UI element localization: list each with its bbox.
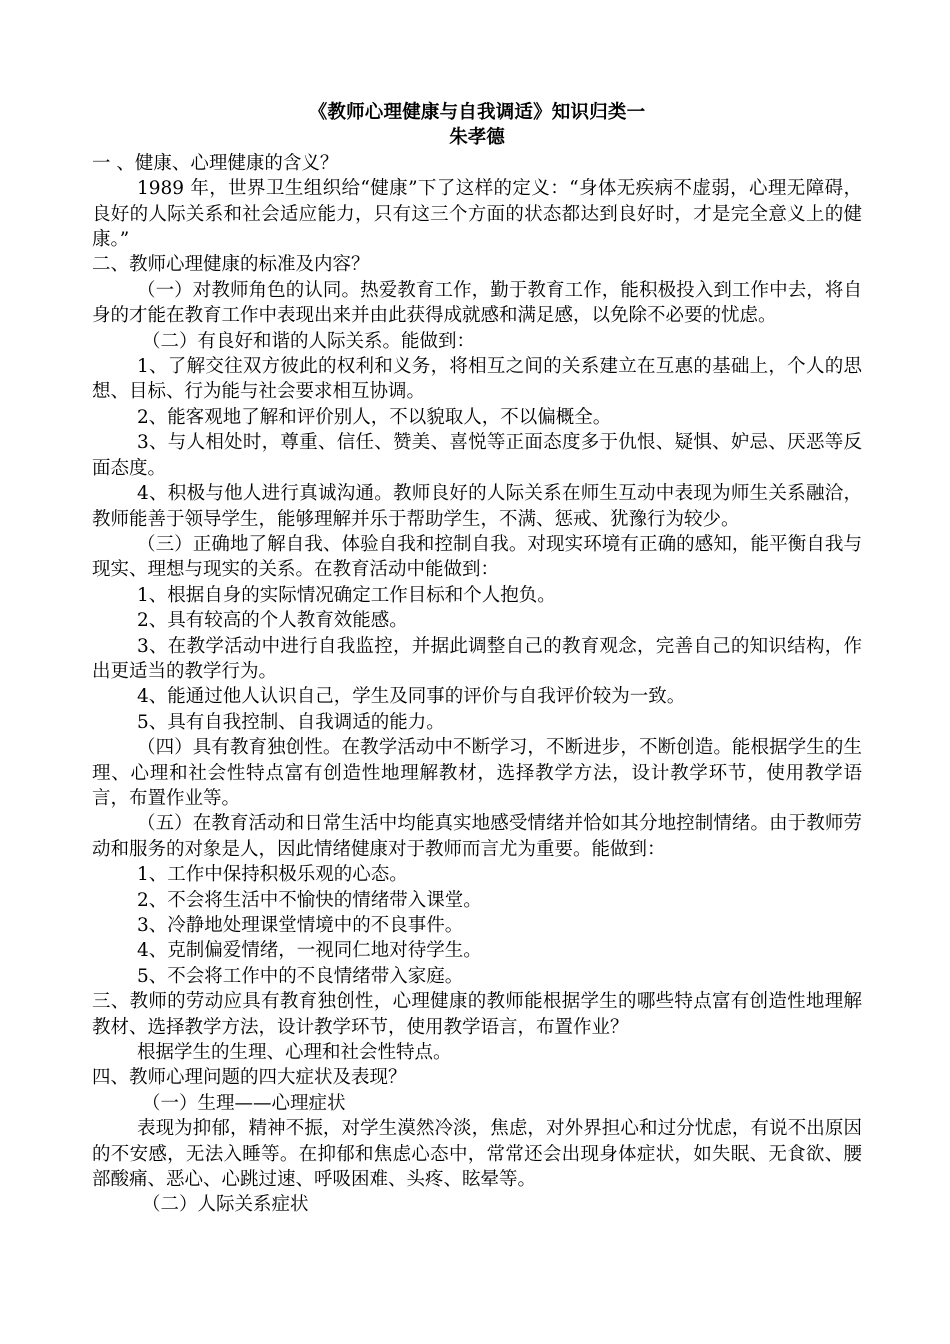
body-paragraph: 3、与人相处时，尊重、信任、赞美、喜悦等正面态度多于仇恨、疑惧、妒忌、厌恶等反面态度。 [92,432,862,479]
body-paragraph: （三）正确地了解自我、体验自我和控制自我。对现实环境有正确的感知，能平衡自我与现实、理想与现实的关系。在教育活动中能做到： [92,533,862,581]
body-paragraph: 1、根据自身的实际情况确定工作目标和个人抱负。 [137,584,556,606]
body-paragraph: 4、积极与他人进行真诚沟通。教师良好的人际关系在师生互动中表现为师生关系融洽，教师能善于领导学生，能够理解并乐于帮助学生，不满、惩戒、犹豫行为较少。 [92,483,862,530]
body-paragraph: （二）人际关系症状 [142,1194,309,1216]
document-body [92,100,862,1218]
body-paragraph: 1、工作中保持积极乐观的心态。 [137,864,408,886]
body-paragraph: 1、了解交往双方彼此的权利和义务，将相互之间的关系建立在互惠的基础上，个人的思想、目标、行为能与社会要求相互协调。 [92,356,862,403]
body-paragraph: （一）对教师角色的认同。热爱教育工作，勤于教育工作，能积极投入到工作中去，将自身的才能在教育工作中表现出来并由此获得成就感和满足感，以免除不必要的忧虑。 [92,279,862,327]
author-name: 朱孝德 [449,127,505,149]
section-heading: 四、教师心理问题的四大症状及表现？ [92,1067,407,1089]
section-heading: 三、教师的劳动应具有教育独创性，心理健康的教师能根据学生的哪些特点富有创造性地理解教材、选择教学方法，设计教学环节，使用教学语言，布置作业？ [92,991,862,1038]
body-paragraph: 根据学生的生理、心理和社会性特点。 [137,1042,452,1064]
body-paragraph: 5、具有自我控制、自我调适的能力。 [137,711,445,733]
page-title: 《教师心理健康与自我调适》知识归类一 [308,102,646,123]
body-paragraph: 2、具有较高的个人教育效能感。 [137,610,408,632]
body-paragraph: 3、在教学活动中进行自我监控，并据此调整自己的教育观念，完善自己的知识结构，作出更适当的教学行为。 [92,635,862,682]
body-paragraph: 1989 年，世界卫生组织给“健康”下了这样的定义：“身体无疾病不虚弱，心理无障碍，良好的人际关系和社会适应能力，只有这三个方面的状态都达到良好时，才是完全意义上的健康。” [92,178,862,251]
body-paragraph: （五）在教育活动和日常生活中均能真实地感受情绪并恰如其分地控制情绪。由于教师劳动和服务的对象是人，因此情绪健康对于教师而言尤为重要。能做到： [92,813,862,860]
body-paragraph: 4、能通过他人认识自己，学生及同事的评价与自我评价较为一致。 [137,686,686,708]
body-paragraph: 2、能客观地了解和评价别人，不以貌取人，不以偏概全。 [137,406,612,428]
body-paragraph: （二）有良好和谐的人际关系。能做到： [142,330,476,352]
body-paragraph: 3、冷静地处理课堂情境中的不良事件。 [137,915,464,936]
body-paragraph: 表现为抑郁，精神不振，对学生漠然冷淡，焦虑，对外界担心和过分忧虑，有说不出原因的不安感，无法入睡等。在抑郁和焦虑心态中，常常还会出现身体症状，如失眠、无食欲、腰部酸痛、恶心、心跳过速、呼吸困难、头疼、眩晕等。 [92,1118,862,1191]
body-paragraph: 5、不会将工作中的不良情绪带入家庭。 [137,965,464,987]
body-paragraph: 2、不会将生活中不愉快的情绪带入课堂。 [137,889,482,911]
body-paragraph: （一）生理——心理症状 [142,1092,346,1114]
section-heading: 一 、健康、心理健康的含义？ [92,152,339,174]
section-heading: 二、教师心理健康的标准及内容？ [92,254,370,276]
body-paragraph: 4、克制偏爱情绪，一视同仁地对待学生。 [137,940,482,962]
body-paragraph: （四）具有教育独创性。在教学活动中不断学习，不断进步，不断创造。能根据学生的生理、心理和社会性特点富有创造性地理解教材，选择教学方法，设计教学环节，使用教学语言，布置作业等。 [92,737,862,809]
